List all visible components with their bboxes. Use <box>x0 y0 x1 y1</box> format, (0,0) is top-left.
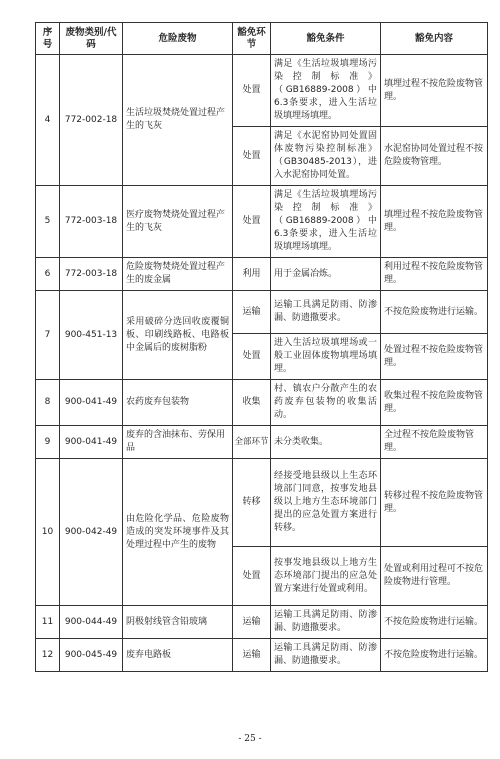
exempt-content: 全过程不按危险废物管理。 <box>381 426 488 459</box>
exempt-condition: 进入生活垃圾填埋场或一般工业固体废物填埋场填埋。 <box>271 334 381 380</box>
header-cell: 豁免条件 <box>271 23 381 55</box>
exempt-stage: 运输 <box>233 606 271 639</box>
waste-code: 900-042-49 <box>60 459 123 606</box>
exempt-condition: 运输工具满足防雨、防渗漏、防遗撒要求。 <box>271 606 381 639</box>
exempt-condition: 经接受地县级以上生态环境部门同意，按事发地县级以上地方生态环境部门提出的应急处置方案进行转移。 <box>271 459 381 547</box>
exempt-stage: 转移 <box>233 459 271 547</box>
waste-code: 772-003-18 <box>60 186 123 258</box>
exempt-content: 处置或利用过程可不按危险废物进行管理。 <box>381 547 488 606</box>
table-row <box>36 380 488 426</box>
waste-name: 农药废弃包装物 <box>123 380 233 426</box>
exempt-stage: 处置 <box>233 55 271 127</box>
waste-name: 采用破碎分选回收废覆铜板、印刷线路板、电路板中金属后的废树脂粉 <box>123 291 233 380</box>
exempt-stage: 收集 <box>233 380 271 426</box>
row-number: 5 <box>36 186 60 258</box>
exempt-content: 水泥窑协同处置过程不按危险废物管理。 <box>381 127 488 186</box>
header-row <box>36 23 488 55</box>
row-number: 12 <box>36 639 60 672</box>
exempt-stage: 利用 <box>233 258 271 291</box>
row-number: 11 <box>36 606 60 639</box>
waste-code: 772-002-18 <box>60 55 123 186</box>
waste-code: 900-451-13 <box>60 291 123 380</box>
waste-name: 废弃的含油抹布、劳保用品 <box>123 426 233 459</box>
exempt-content: 利用过程不按危险废物管理。 <box>381 258 488 291</box>
header-cell: 废物类别/代码 <box>60 23 123 55</box>
header-cell: 序号 <box>36 23 60 55</box>
exempt-content: 填埋过程不按危险废物管理。 <box>381 186 488 258</box>
exempt-content: 不按危险废物进行运输。 <box>381 639 488 672</box>
exempt-condition: 按事发地县级以上地方生态环境部门提出的应急处置方案进行处置或利用。 <box>271 547 381 606</box>
exempt-condition: 满足《水泥窑协同处置固体废物污染控制标准》（GB30485-2013），进入水泥窑协同处置。 <box>271 127 381 186</box>
exempt-condition: 满足《生活垃圾填埋场污染控制标准》（GB16889-2008）中6.3条要求，进入生活垃圾填埋场填埋。 <box>271 55 381 127</box>
header-cell: 豁免环节 <box>233 23 271 55</box>
exempt-content: 填埋过程不按危险废物管理。 <box>381 55 488 127</box>
waste-name: 阴极射线管含铅玻璃 <box>123 606 233 639</box>
waste-name: 危险废物焚烧处置过程产生的废金属 <box>123 258 233 291</box>
exempt-stage: 运输 <box>233 291 271 334</box>
waste-code: 900-045-49 <box>60 639 123 672</box>
header-cell: 危险废物 <box>123 23 233 55</box>
waste-name: 废弃电路板 <box>123 639 233 672</box>
table-row <box>36 426 488 459</box>
exempt-content: 处置过程不按危险废物管理。 <box>381 334 488 380</box>
table-row <box>36 258 488 291</box>
exempt-condition: 用于金属冶炼。 <box>271 258 381 291</box>
waste-name: 由危险化学品、危险废物造成的突发环境事件及其处理过程中产生的废物 <box>123 459 233 606</box>
exempt-stage: 处置 <box>233 127 271 186</box>
exempt-content: 收集过程不按危险废物管理。 <box>381 380 488 426</box>
table-row <box>36 606 488 639</box>
exempt-condition: 未分类收集。 <box>271 426 381 459</box>
row-number: 6 <box>36 258 60 291</box>
exempt-stage: 全部环节 <box>233 426 271 459</box>
waste-code: 900-041-49 <box>60 380 123 426</box>
waste-name: 生活垃圾焚烧处置过程产生的飞灰 <box>123 55 233 186</box>
table-row <box>36 186 488 258</box>
exempt-content: 不按危险废物进行运输。 <box>381 291 488 334</box>
waste-code: 900-044-49 <box>60 606 123 639</box>
waste-code: 772-003-18 <box>60 258 123 291</box>
row-number: 8 <box>36 380 60 426</box>
row-number: 4 <box>36 55 60 186</box>
exempt-stage: 处置 <box>233 186 271 258</box>
exempt-stage: 处置 <box>233 547 271 606</box>
page-number: - 25 - <box>238 734 262 744</box>
exempt-content: 转移过程不按危险废物管理。 <box>381 459 488 547</box>
exemption-table <box>35 22 488 672</box>
row-number: 10 <box>36 459 60 606</box>
exempt-stage: 处置 <box>233 334 271 380</box>
table-row <box>36 291 488 334</box>
waste-code: 900-041-49 <box>60 426 123 459</box>
table-row <box>36 55 488 127</box>
header-cell: 豁免内容 <box>381 23 488 55</box>
exempt-condition: 满足《生活垃圾填埋场污染控制标准》（GB16889-2008）中6.3条要求，进入生活垃圾填埋场填埋。 <box>271 186 381 258</box>
exempt-stage: 运输 <box>233 639 271 672</box>
row-number: 7 <box>36 291 60 380</box>
waste-name: 医疗废物焚烧处置过程产生的飞灰 <box>123 186 233 258</box>
row-number: 9 <box>36 426 60 459</box>
exempt-content: 不按危险废物进行运输。 <box>381 606 488 639</box>
table-row <box>36 459 488 547</box>
exempt-condition: 村、镇农户分散产生的农药废弃包装物的收集活动。 <box>271 380 381 426</box>
table-row <box>36 639 488 672</box>
exempt-condition: 运输工具满足防雨、防渗漏、防遗撒要求。 <box>271 639 381 672</box>
exempt-condition: 运输工具满足防雨、防渗漏、防遗撒要求。 <box>271 291 381 334</box>
